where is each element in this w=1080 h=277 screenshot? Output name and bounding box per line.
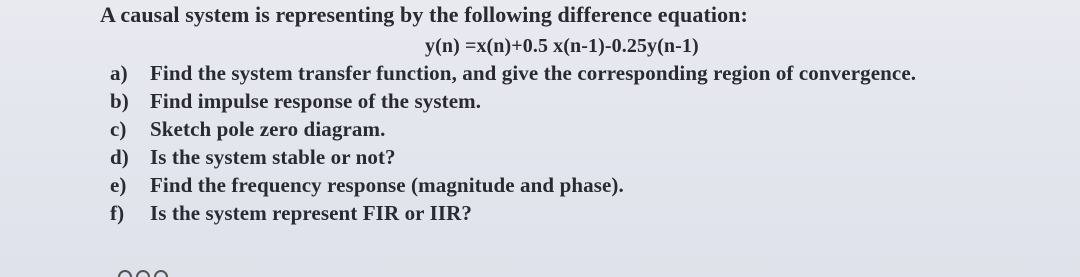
item-marker: a) (110, 61, 128, 85)
question-intro: A causal system is representing by the following difference equation: (100, 2, 748, 27)
question-item-c (110, 117, 385, 141)
question-item-d (110, 145, 396, 169)
item-text: Find the frequency response (magnitude and phase). (150, 173, 624, 197)
item-text: Is the system represent FIR or IIR? (150, 201, 472, 225)
item-marker: e) (110, 173, 127, 197)
item-marker: b) (110, 89, 129, 113)
question-item-e (110, 173, 624, 197)
item-text: Sketch pole zero diagram. (150, 117, 386, 141)
question-item-b (110, 89, 481, 113)
difference-equation: y(n) =x(n)+0.5 x(n-1)-0.25y(n-1) (425, 35, 699, 57)
question-item-a (110, 61, 916, 85)
item-marker: c) (110, 117, 127, 141)
item-text: Find impulse response of the system. (150, 89, 482, 113)
cut-off-text-fragment (118, 266, 178, 277)
question-item-f (110, 201, 472, 225)
item-text: Is the system stable or not? (150, 145, 396, 169)
item-marker: f) (110, 201, 125, 225)
item-text: Find the system transfer function, and give the corresponding region of convergence. (150, 61, 917, 85)
item-marker: d) (110, 145, 129, 169)
